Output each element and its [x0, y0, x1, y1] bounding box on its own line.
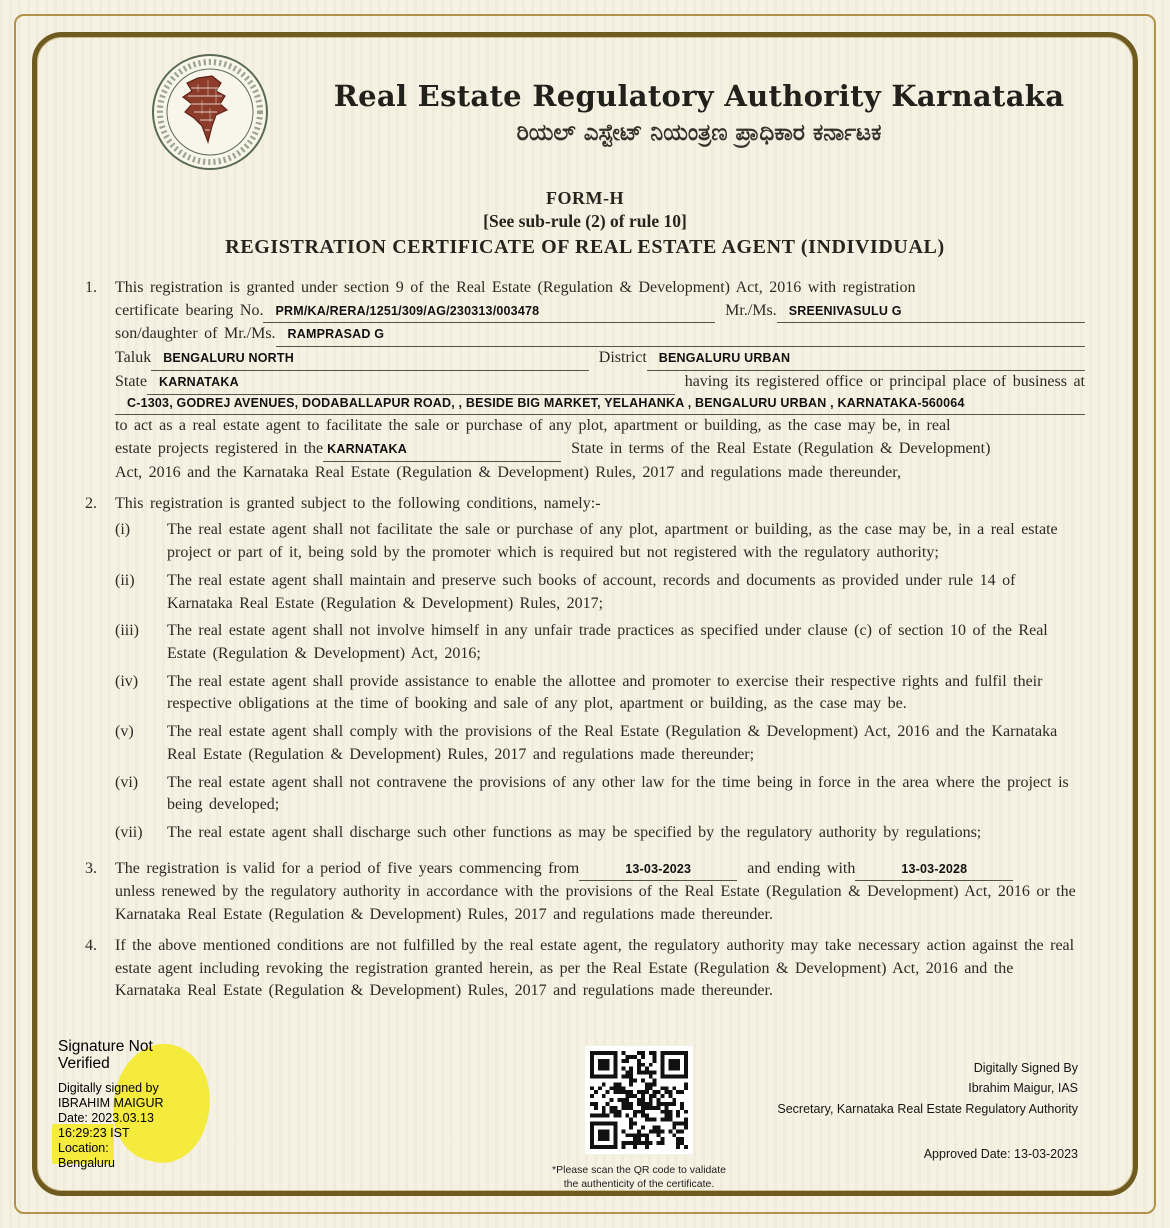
clause-2-intro: This registration is granted subject to the following conditions, namely:- — [115, 494, 601, 512]
clause-3-number: 3. — [85, 859, 97, 877]
valid-to-date: 13-03-2028 — [855, 861, 1013, 882]
district-label: District — [598, 349, 647, 367]
clause-4-number: 4. — [85, 936, 97, 954]
qr-caption — [527, 1164, 751, 1191]
clause-1-agent-phrase-3: Act, 2016 and the Karnataka Real Estate (Regulation & Development) Rules, 2017 and regulations made thereunder, — [115, 463, 901, 481]
certificate-header — [0, 0, 1170, 172]
agent-name-value: SREENIVASULU G — [777, 303, 1085, 324]
condition-ii-number: (ii) — [115, 571, 135, 589]
condition-iv — [115, 671, 1085, 716]
clause-2-body — [115, 493, 1085, 850]
rera-karnataka-seal-icon — [150, 52, 270, 172]
registered-in-phrase: estate projects registered in the — [115, 440, 324, 458]
clause-1-agent-phrase-1: to act as a real estate agent to facilitate the sale or purchase of any plot, apartment or building, as the case may be, in real — [115, 417, 951, 435]
approver-name: Ibrahim Maigur, IAS — [968, 1081, 1078, 1096]
certificate-title: REGISTRATION CERTIFICATE OF REAL ESTATE AGENT (INDIVIDUAL) — [225, 236, 945, 258]
authority-title-kannada: ರಿಯಲ್ ಎಸ್ಟೇಟ್ ನಿಯಂತ್ರಣ ಪ್ರಾಧಿಕಾರ ಕರ್ನಾಟಕ — [516, 119, 882, 146]
condition-i — [115, 519, 1085, 564]
digital-signature-stamp — [58, 1038, 278, 1171]
condition-v — [115, 721, 1085, 766]
certificate-number-value: PRM/KA/RERA/1251/309/AG/230313/003478 — [263, 303, 715, 324]
signature-time: 16:29:23 IST — [58, 1125, 130, 1140]
clause-3-validity-row — [115, 858, 1085, 882]
clause-1-parent-row — [115, 323, 1085, 347]
clause-1-cert-row — [115, 300, 1085, 324]
signature-status-line-1: Signature Not — [58, 1038, 153, 1055]
clause-1-number: 1. — [85, 279, 97, 296]
clause-2-number: 2. — [85, 494, 97, 512]
clause-1-body — [115, 277, 1085, 485]
approval-block — [777, 1058, 1078, 1164]
signature-signed-by-label: Digitally signed by — [58, 1080, 159, 1095]
condition-i-text: The real estate agent shall not facilitate the sale or purchase of any plot, apartment or building, as the case may be, in a real estate project or part of it, being sold by the promoter which is required but not registered with the regulatory authority; — [167, 521, 1058, 562]
certificate-body — [85, 277, 1085, 1003]
taluk-label: Taluk — [115, 349, 152, 367]
state-label: State — [115, 372, 147, 390]
valid-from-date: 13-03-2023 — [579, 861, 737, 882]
form-number: FORM-H — [546, 188, 624, 208]
qr-section — [527, 1046, 751, 1191]
state-value: KARNATAKA — [147, 374, 675, 395]
condition-ii-text: The real estate agent shall maintain and preserve such books of account, records and documents as provided under rule 14 of Karnataka Real Estate (Regulation & Development) Rules, 2017; — [167, 571, 1016, 612]
clause-2 — [85, 493, 1085, 850]
office-phrase: having its registered office or principal place of business at — [684, 372, 1085, 390]
condition-vii-number: (vii) — [115, 824, 143, 841]
condition-ii — [115, 570, 1085, 615]
condition-iii — [115, 620, 1085, 665]
condition-vii — [115, 822, 1085, 845]
state-terms-phrase: State in terms of the Real Estate (Regulation & Development) — [571, 440, 991, 458]
condition-iii-number: (iii) — [115, 622, 139, 640]
condition-iv-number: (iv) — [115, 672, 139, 690]
clause-3-rest: unless renewed by the regulatory authority in accordance with the provisions of the Real Estate (Regulation & Development) Act, 2016 or the Karnataka Real Estate (Regulation & Development) Rules, 2017 and regulations made thereunder. — [115, 883, 1076, 924]
signature-location-value: Bengaluru — [58, 1155, 115, 1170]
qr-caption-line-1: *Please scan the QR code to validate — [552, 1164, 726, 1176]
authority-title-english: Real Estate Regulatory Authority Karnataka — [333, 78, 1065, 113]
signature-signer-name: IBRAHIM MAIGUR — [58, 1095, 164, 1110]
qr-code-icon — [585, 1046, 693, 1154]
clause-4 — [85, 935, 1085, 1003]
mr-ms-label: Mr./Ms. — [725, 301, 777, 319]
clause-1 — [85, 277, 1085, 485]
district-value: BENGALURU URBAN — [647, 350, 1085, 371]
clause-4-text: If the above mentioned conditions are not fulfilled by the real estate agent, the regulatory authority may take necessary action against the real estate agent including revoking the registration granted herein, as per the Real Estate (Regulation & Development) Act, 2016 and the Karnataka Real Estate (Regulation & Development) Rules, 2017 and regulations made thereunder. — [115, 936, 1075, 1000]
registered-state-value: KARNATAKA — [323, 441, 561, 462]
condition-vi — [115, 772, 1085, 817]
approved-date: Approved Date: 13-03-2023 — [923, 1146, 1078, 1161]
signature-date: Date: 2023.03.13 — [58, 1110, 154, 1125]
parent-name-value: RAMPRASAD G — [276, 326, 1085, 347]
validity-mid-phrase: and ending with — [747, 859, 856, 877]
validity-pre-phrase: The registration is valid for a period of five years commencing from — [115, 859, 580, 877]
clause-1-taluk-district-row — [115, 347, 1085, 371]
clause-1-registered-state-row — [115, 438, 1085, 462]
condition-iv-text: The real estate agent shall provide assistance to enable the allottee and promoter to exercise their respective rights and fulfil their respective obligations at the time of booking and sale of any plot, apartment or building, as the case may be. — [167, 672, 1043, 713]
taluk-value: BENGALURU NORTH — [151, 350, 589, 371]
clause-1-intro: This registration is granted under section 9 of the Real Estate (Regulation & Development) Act, 2016 with registration — [115, 279, 916, 296]
signature-location-label: Location: — [58, 1140, 109, 1155]
clause-3 — [85, 858, 1085, 927]
clause-1-state-row — [115, 371, 1085, 395]
condition-i-number: (i) — [115, 521, 131, 539]
sub-rule-reference: [See sub-rule (2) of rule 10] — [483, 211, 687, 231]
authority-titles — [298, 79, 1100, 146]
approver-designation: Secretary, Karnataka Real Estate Regulatory Authority — [777, 1101, 1078, 1116]
condition-v-text: The real estate agent shall comply with the provisions of the Real Estate (Regulation & Development) Act, 2016 and the Karnataka Real Estate (Regulation & Development) Rules, 2017 and regulations made thereunder; — [167, 723, 1058, 763]
digitally-signed-by-label: Digitally Signed By — [973, 1061, 1078, 1075]
condition-iii-text: The real estate agent shall not involve himself in any unfair trade practices as specified under clause (c) of section 10 of the Real Estate (Regulation & Development) Act, 2016; — [167, 622, 1048, 662]
condition-v-number: (v) — [115, 723, 134, 741]
parent-label: son/daughter of Mr./Ms. — [115, 325, 276, 343]
condition-vi-number: (vi) — [115, 773, 139, 791]
clause-3-body — [115, 858, 1085, 927]
bearing-label: certificate bearing No. — [115, 301, 264, 319]
qr-caption-line-2: the authenticity of the certificate. — [563, 1177, 715, 1190]
office-address-value: C-1303, GODREJ AVENUES, DODABALLAPUR ROAD, , BESIDE BIG MARKET, YELAHANKA , BENGALURU URBAN , KARNATAKA-560064 — [115, 395, 1085, 416]
signature-status-line-2: Verified — [58, 1055, 110, 1073]
clause-1-address-row — [115, 395, 1085, 416]
condition-vii-text: The real estate agent shall discharge such other functions as may be specified by the regulatory authority by regulations; — [167, 824, 982, 841]
condition-vi-text: The real estate agent shall not contravene the provisions of any other law for the time being in force in the area where the project is being developed; — [167, 773, 1069, 814]
